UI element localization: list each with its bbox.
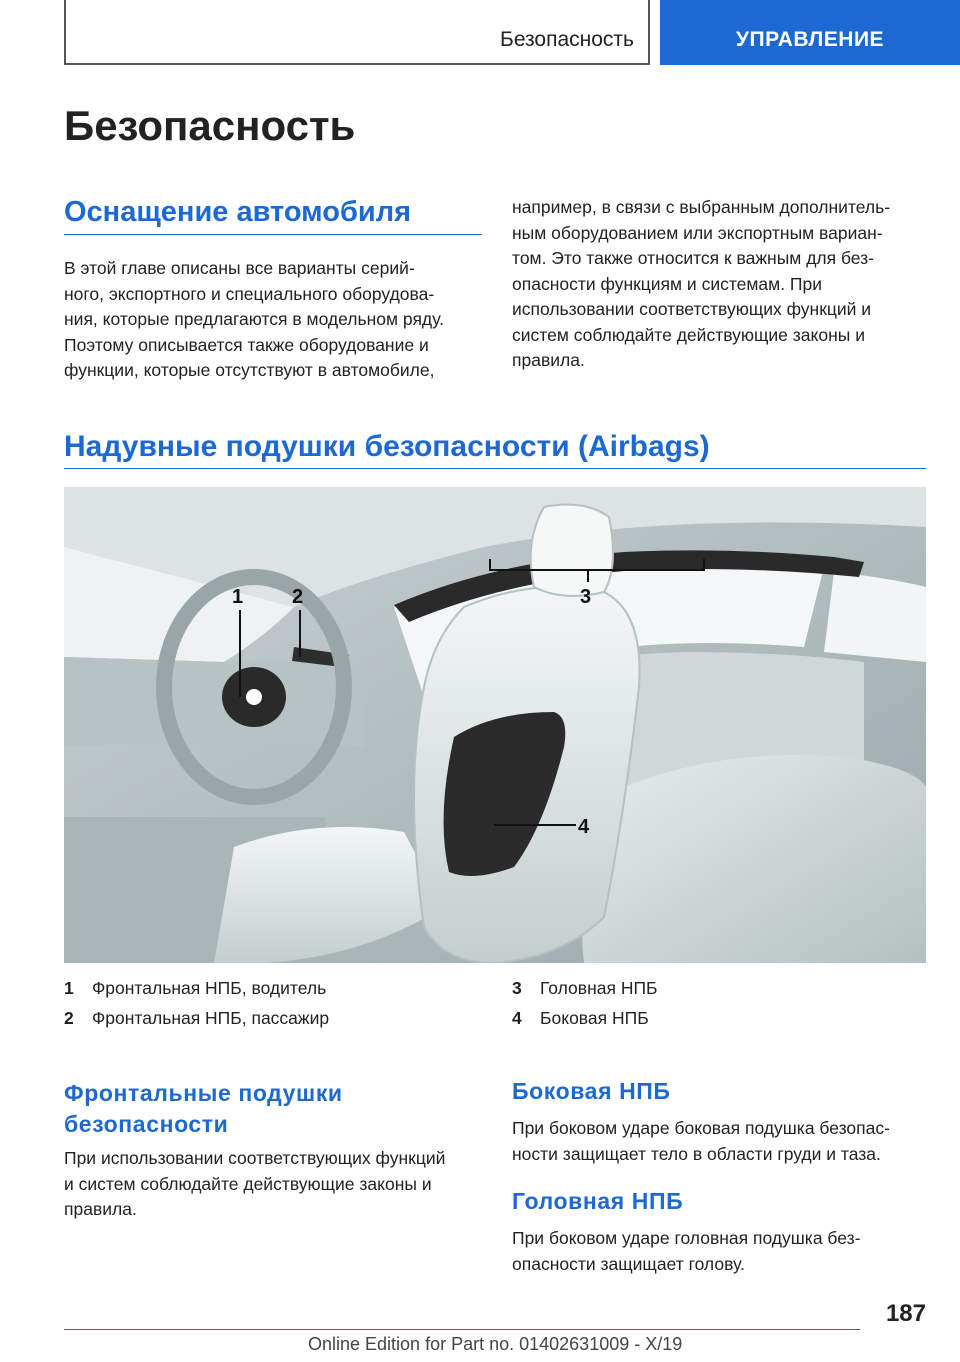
front-airbags-paragraph [64,1146,484,1223]
text-line: ным оборудованием или экспортным вариан- [512,222,883,243]
legend-number: 1 [64,978,74,998]
equipment-heading-rule [64,234,482,235]
text-line: опасности защищает голову. [512,1253,745,1274]
legend-text: Фронтальная НПБ, водитель [92,978,327,998]
legend-number: 3 [512,978,522,998]
text-line: При использовании соответствующих функций [64,1148,446,1168]
head-airbag-heading: Головная НПБ [512,1188,684,1214]
text-line: использовании соответствующих функций и [512,299,872,319]
header-section-label: Безопасность [500,28,634,51]
page-number: 187 [885,1300,926,1327]
airbags-heading-rule [64,468,926,469]
callout-4: 4 [578,816,590,838]
head-airbag-paragraph [512,1226,932,1277]
text-line: опасности функциям и системам. При [512,273,823,294]
equipment-heading: Оснащение автомобиля [64,196,412,228]
header-section-box [64,0,650,65]
heading-line: безопасности [64,1111,229,1137]
legend-text: Боковая НПБ [540,1008,649,1028]
equipment-left-paragraph [64,256,484,384]
header-chapter-tab[interactable] [660,0,960,65]
callout-2: 2 [292,586,304,608]
text-line: ния, которые предлагаются в модельном ряду. [64,309,444,329]
callout-3: 3 [580,586,592,608]
airbag-locations-illustration [64,487,926,963]
text-line: функции, которые отсутствуют в автомобиле, [64,360,435,380]
footer-edition: Online Edition for Part no. 01402631009 - X/19 [308,1334,683,1354]
callout-1: 1 [232,586,244,608]
footer-rule [64,1329,860,1330]
page-title: Безопасность [64,102,356,149]
side-airbag-paragraph [512,1116,932,1167]
header-chapter-label: УПРАВЛЕНИЕ [735,28,885,51]
airbags-heading: Надувные подушки безопасности (Airbags) [64,430,710,463]
text-line: например, в связи с выбранным дополнитель- [512,197,891,217]
front-airbags-heading [64,1078,343,1140]
text-line: При боковом ударе боковая подушка безопас- [512,1118,890,1138]
legend-number: 2 [64,1008,74,1028]
legend-text: Фронтальная НПБ, пассажир [92,1008,330,1028]
text-line: правила. [512,350,585,370]
equipment-right-paragraph [512,195,932,374]
text-line: систем соблюдайте действующие законы и [512,324,865,345]
text-line: Поэтому описывается также оборудование и [64,334,429,355]
legend-number: 4 [512,1008,522,1028]
text-line: ности защищает тело в области груди и таза. [512,1143,881,1164]
text-line: При боковом ударе головная подушка без- [512,1228,861,1248]
legend-text: Головная НПБ [540,978,658,998]
text-line: правила. [64,1199,137,1219]
text-line: ного, экспортного и специального оборудова- [64,283,435,304]
heading-line: Фронтальные подушки [64,1080,343,1106]
text-line: и систем соблюдайте действующие законы и [64,1173,432,1194]
text-line: том. Это также относится к важным для без- [512,248,874,268]
text-line: В этой главе описаны все варианты серий- [64,258,415,278]
side-airbag-heading: Боковая НПБ [512,1078,671,1104]
